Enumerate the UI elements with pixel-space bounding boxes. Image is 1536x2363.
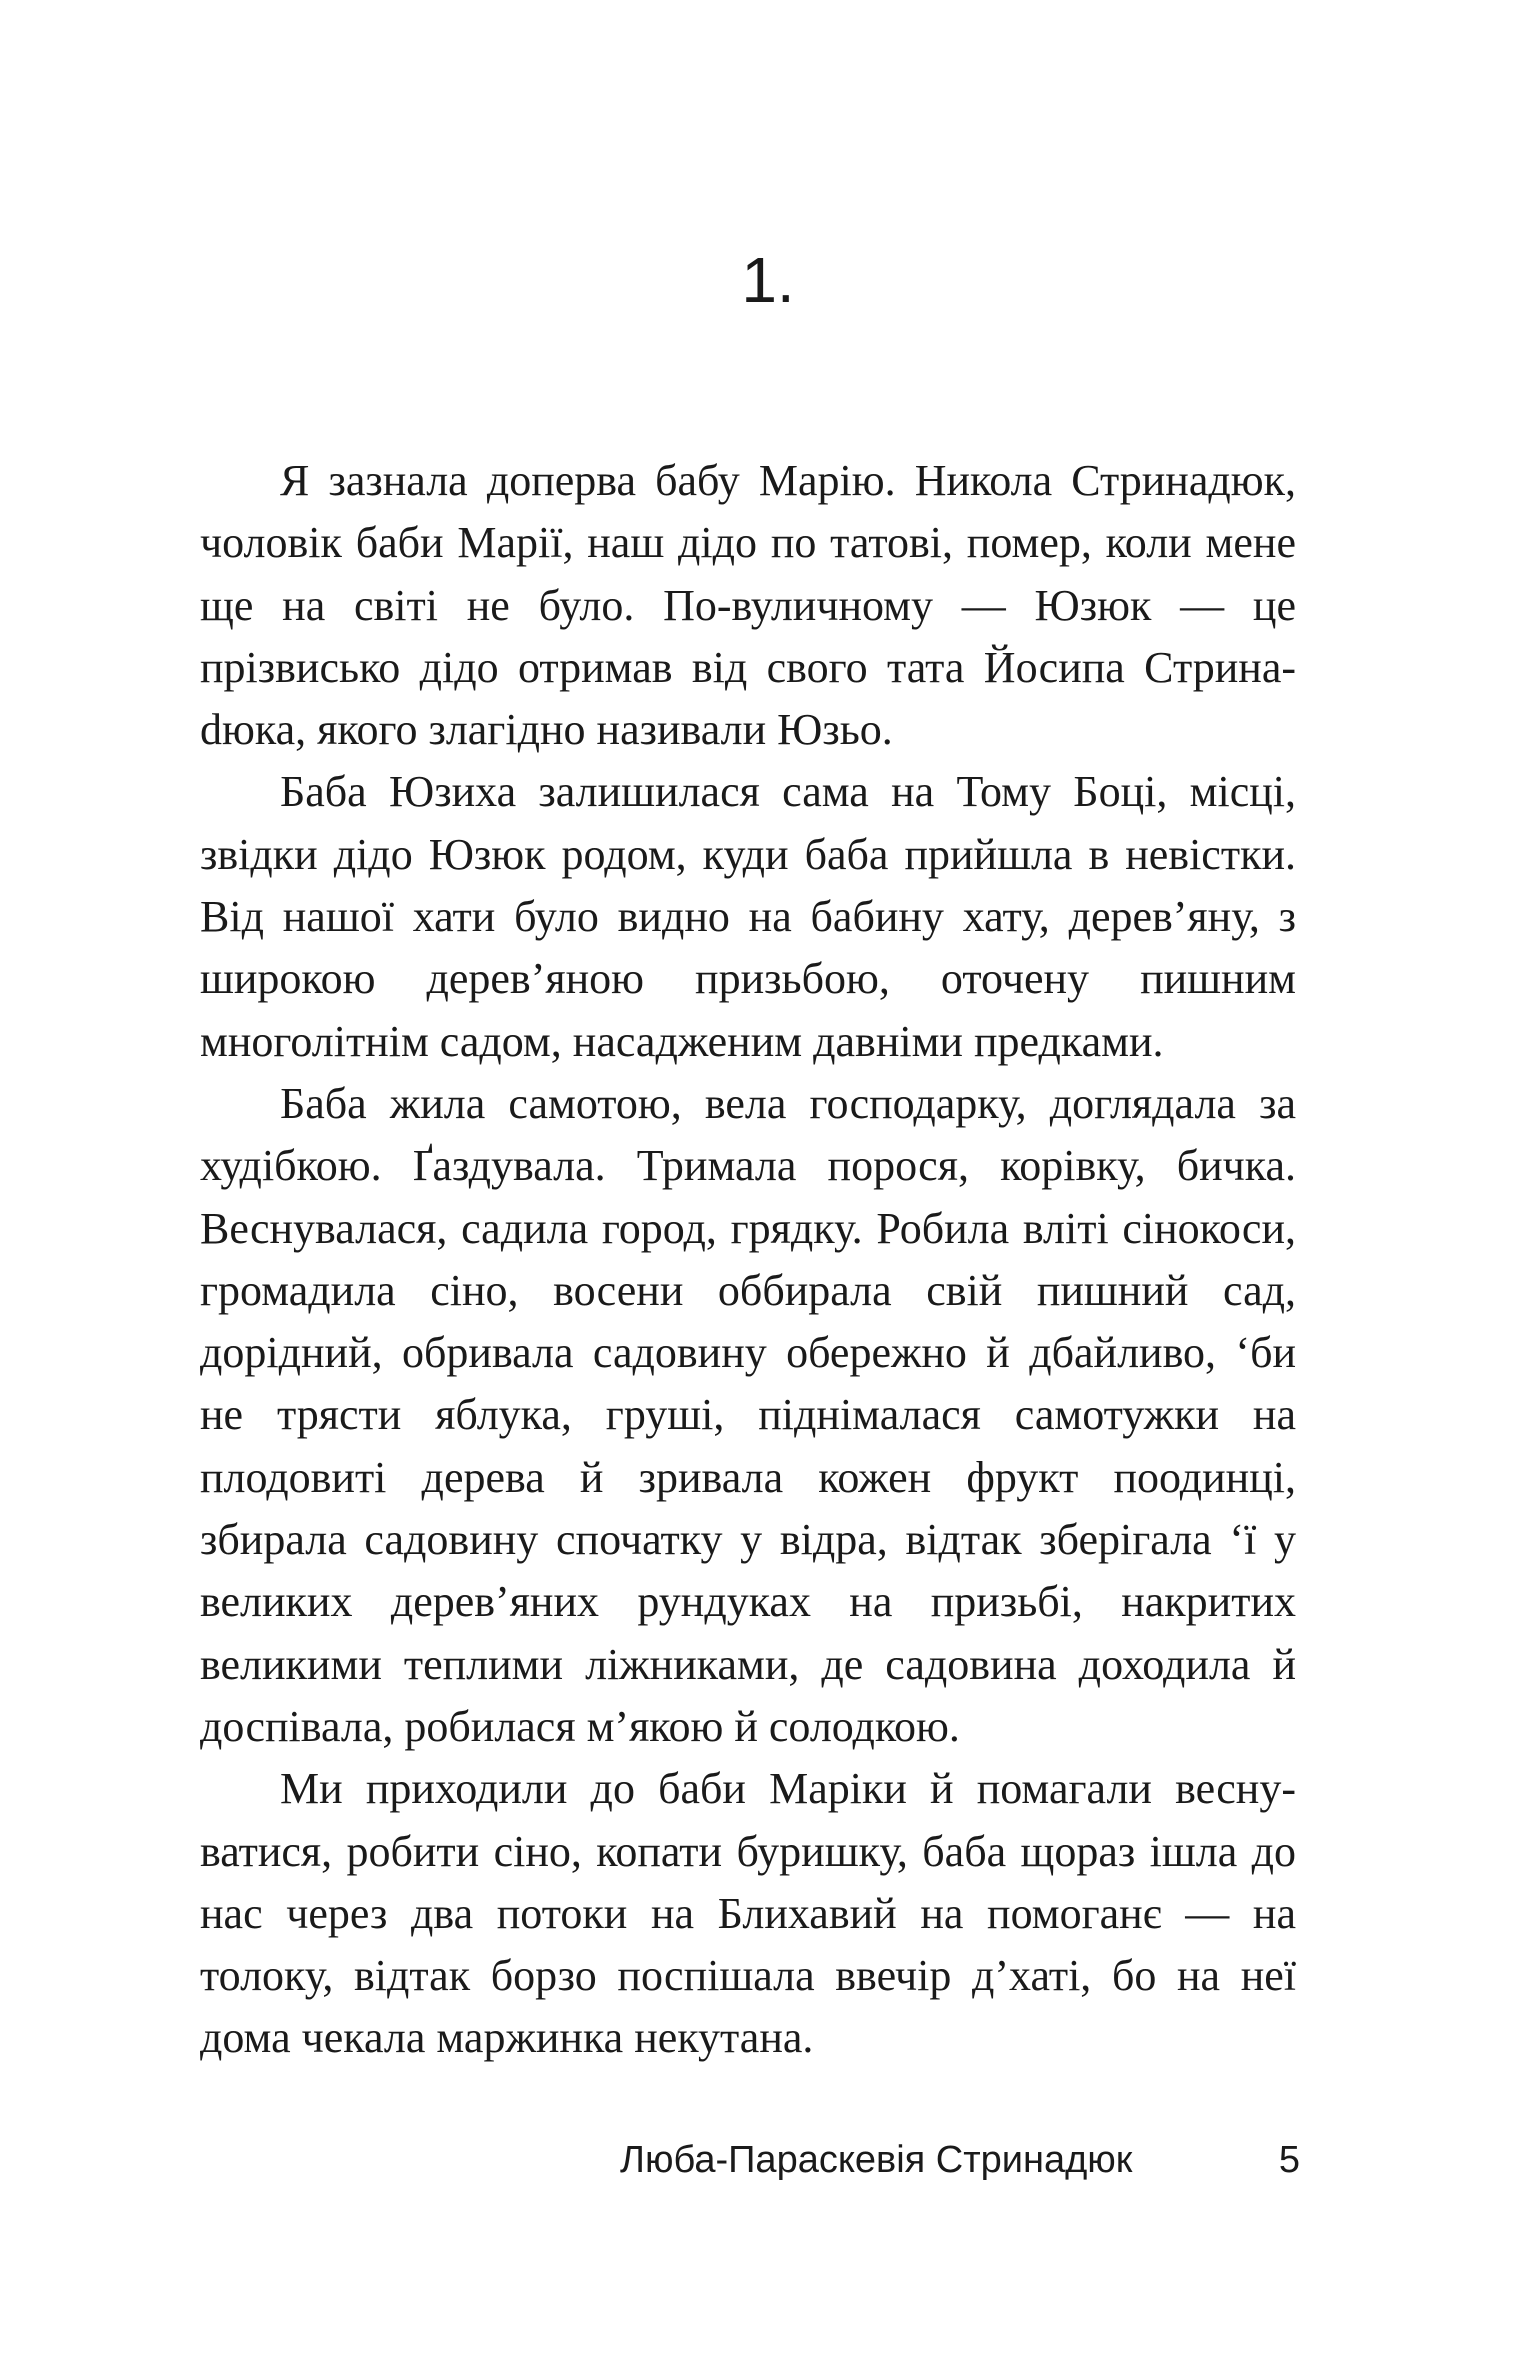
chapter-text	[200, 450, 1296, 2070]
page-footer	[0, 2130, 1536, 2190]
paragraph: Я зазнала доперва бабу Марію. Никола Стринадюк, чоловік баби Марії, наш дідо по татові, помер, коли мене ще на світі не було. По-вуличному — Юзюк — це прізвисько дідо отримав від свого тата Йосипа Стринаdюка, якого злагідно називали Юзьо.	[200, 456, 1296, 755]
paragraph: Ми приходили до баби Маріки й помагали веснуватися, робити сіно, копати буришку, баба щораз ішла до нас через два потоки на Блихавий на помоганє — на толоку, відтак борзо поспішала ввечір д’хаті, бо на неї дома чекала маржинка некутана.	[200, 1764, 1296, 2063]
paragraph: Баба Юзиха залишилася сама на Тому Боці, місці, звідки дідо Юзюк родом, куди баба прийшла в невістки. Від нашої хати було видно на бабину хату, дерев’яну, з широкою дерев’яною призьбою, оточену пишним многолітнім садом, насадженим давніми предками.	[200, 767, 1296, 1066]
footer-author: Люба-Параскевія Стринадюк	[620, 2139, 1133, 2181]
paragraph: Баба жила самотою, вела господарку, доглядала за худібкою. Ґаздувала. Тримала порося, корівку, бичка. Веснувалася, садила город, грядку. Робила вліті сінокоси, громадила сіно, восени оббирала свій пишний сад, дорідний, обривала садовину обережно й дбайливо, ‘би не трясти яблука, груші, піднімалася самотужки на плодовиті дерева й зривала кожен фрукт поодинці, збирала садовину спочатку у відра, відтак зберігала ‘ї у великих дерев’яних рундуках на призьбі, накритих великими теплими ліжниками, де садовина доходила й доспівала, робилася м’якою й солодкою.	[200, 1078, 1296, 1751]
chapter-number: 1.	[741, 244, 795, 316]
page-number: 5	[1278, 2139, 1300, 2181]
